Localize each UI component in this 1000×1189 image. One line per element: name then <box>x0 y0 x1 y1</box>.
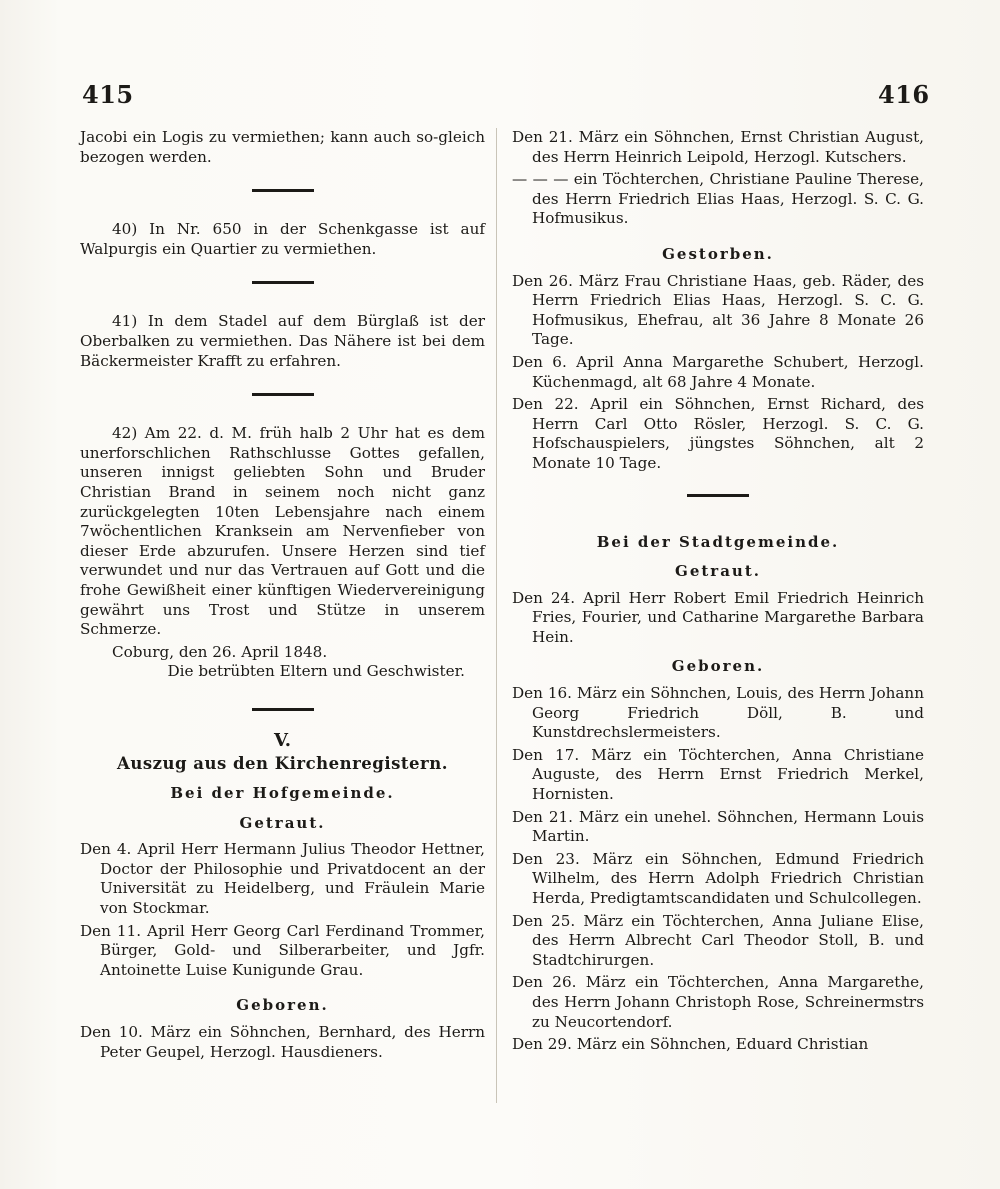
register-entry: Den 26. März Frau Christiane Haas, geb. Räder, des Herrn Friedrich Elias Haas, Herzogl. S. C. G. Hofmusikus, Ehefrau, alt 36 Jahre 8 Monate 26 Tage. <box>512 271 924 349</box>
register-entry: Den 10. März ein Söhnchen, Bernhard, des Herrn Peter Geupel, Herzogl. Hausdieners. <box>80 1023 485 1061</box>
register-entry: Den 25. März ein Töchterchen, Anna Juliane Elise, des Herrn Albrecht Carl Theodor Stoll, B. und Stadtchirurgen. <box>512 911 924 969</box>
left-column <box>80 128 485 1065</box>
register-entry: Den 4. April Herr Hermann Julius Theodor Hettner, Doctor der Philosophie und Privatdocent an der Universität zu Heidelberg, und Fräulein Marie von Stockmar. <box>80 840 485 918</box>
register-entry: Den 23. März ein Söhnchen, Edmund Friedrich Wilhelm, des Herrn Adolph Friedrich Christian Herda, Predigtamtscandidaten und Schulcollegen. <box>512 849 924 907</box>
register-entry: Den 24. April Herr Robert Emil Friedrich Heinrich Fries, Fourier, und Catharine Margarethe Barbara Hein. <box>512 588 924 646</box>
parish-heading: Bei der Hofgemeinde. <box>170 784 395 803</box>
notice-42-date: Coburg, den 26. April 1848. <box>112 642 328 661</box>
divider-rule <box>252 189 314 192</box>
page-number-left: 415 <box>82 80 134 109</box>
register-entry: Den 21. März ein unehel. Söhnchen, Hermann Louis Martin. <box>512 807 924 846</box>
register-entry: Den 21. März ein Söhnchen, Ernst Christian August, des Herrn Heinrich Leipold, Herzogl. Kutschers. <box>512 128 924 166</box>
notice-40: 40) In Nr. 650 in der Schenkgasse ist auf Walpurgis ein Quartier zu vermiethen. <box>80 220 485 258</box>
divider-rule <box>687 494 749 497</box>
page-number-right: 416 <box>878 80 930 109</box>
column-divider <box>496 128 497 1103</box>
born-heading: Geboren. <box>671 657 765 676</box>
section-title: Auszug aus den Kirchenregistern. <box>117 754 448 774</box>
register-entry: Den 22. April ein Söhnchen, Ernst Richard, des Herrn Carl Otto Rösler, Herzogl. S. C. G. Hofschauspielers, jüngstes Söhnchen, alt 2 Monate 10 Tage. <box>512 395 924 472</box>
register-entry: Den 17. März ein Töchterchen, Anna Christiane Auguste, des Herrn Ernst Friedrich Merkel, Hornisten. <box>512 745 924 804</box>
died-heading: Gestorben. <box>662 244 774 263</box>
married-heading: Getraut. <box>675 562 761 581</box>
right-column <box>512 128 924 1058</box>
register-entry: Den 6. April Anna Margarethe Schubert, Herzogl. Küchenmagd, alt 68 Jahre 4 Monate. <box>512 352 924 391</box>
notice-41: 41) In dem Stadel auf dem Bürglaß ist der Oberbalken zu vermiethen. Das Nähere ist bei dem Bäckermeister Krafft zu erfahren. <box>80 312 485 370</box>
divider-rule <box>252 281 314 284</box>
married-heading: Getraut. <box>239 813 326 832</box>
parish-heading: Bei der Stadtgemeinde. <box>596 532 840 551</box>
register-entry: Den 11. April Herr Georg Carl Ferdinand Trommer, Bürger, Gold- und Silberarbeiter, und Jgfr. Antoinette Luise Kunigunde Grau. <box>80 921 485 979</box>
notice-continuation: Jacobi ein Logis zu vermiethen; kann auch so-gleich bezogen werden. <box>80 128 485 166</box>
section-number: V. <box>273 729 292 751</box>
divider-rule <box>252 708 314 711</box>
register-entry: Den 16. März ein Söhnchen, Louis, des Herrn Johann Georg Friedrich Döll, B. und Kunstdrechslermeisters. <box>512 684 924 742</box>
notice-42-death-announcement: 42) Am 22. d. M. früh halb 2 Uhr hat es dem unerforschlichen Rathschlusse Gottes gefallen, unseren innigst geliebten Sohn und Bruder Christian Brand in seinem noch nicht ganz zurückgelegten 10ten Lebensjahre nach einem 7wöchentlichen Krankseіn am Nervenfieber von dieser Erde abzurufen. Unsere Herzen sind tief verwundet und nur das Vertrauen auf Gott und die frohe Gewißheit einer künftigen Wiedervereinigung gewährt uns Trost und Stütze in unserem Schmerze. <box>80 424 485 639</box>
register-entry: Den 29. März ein Söhnchen, Eduard Christian <box>512 1035 869 1054</box>
born-heading: Geboren. <box>236 996 329 1015</box>
register-entry: — — — ein Töchterchen, Christiane Pauline Therese, des Herrn Friedrich Elias Haas, Herzogl. S. C. G. Hofmusikus. <box>512 170 924 228</box>
notice-42-signature: Die betrübten Eltern und Geschwister. <box>167 662 465 681</box>
register-entry: Den 26. März ein Töchterchen, Anna Margarethe, des Herrn Johann Christoph Rose, Schreinermstrs zu Neucortendorf. <box>512 973 924 1031</box>
divider-rule <box>252 393 314 396</box>
